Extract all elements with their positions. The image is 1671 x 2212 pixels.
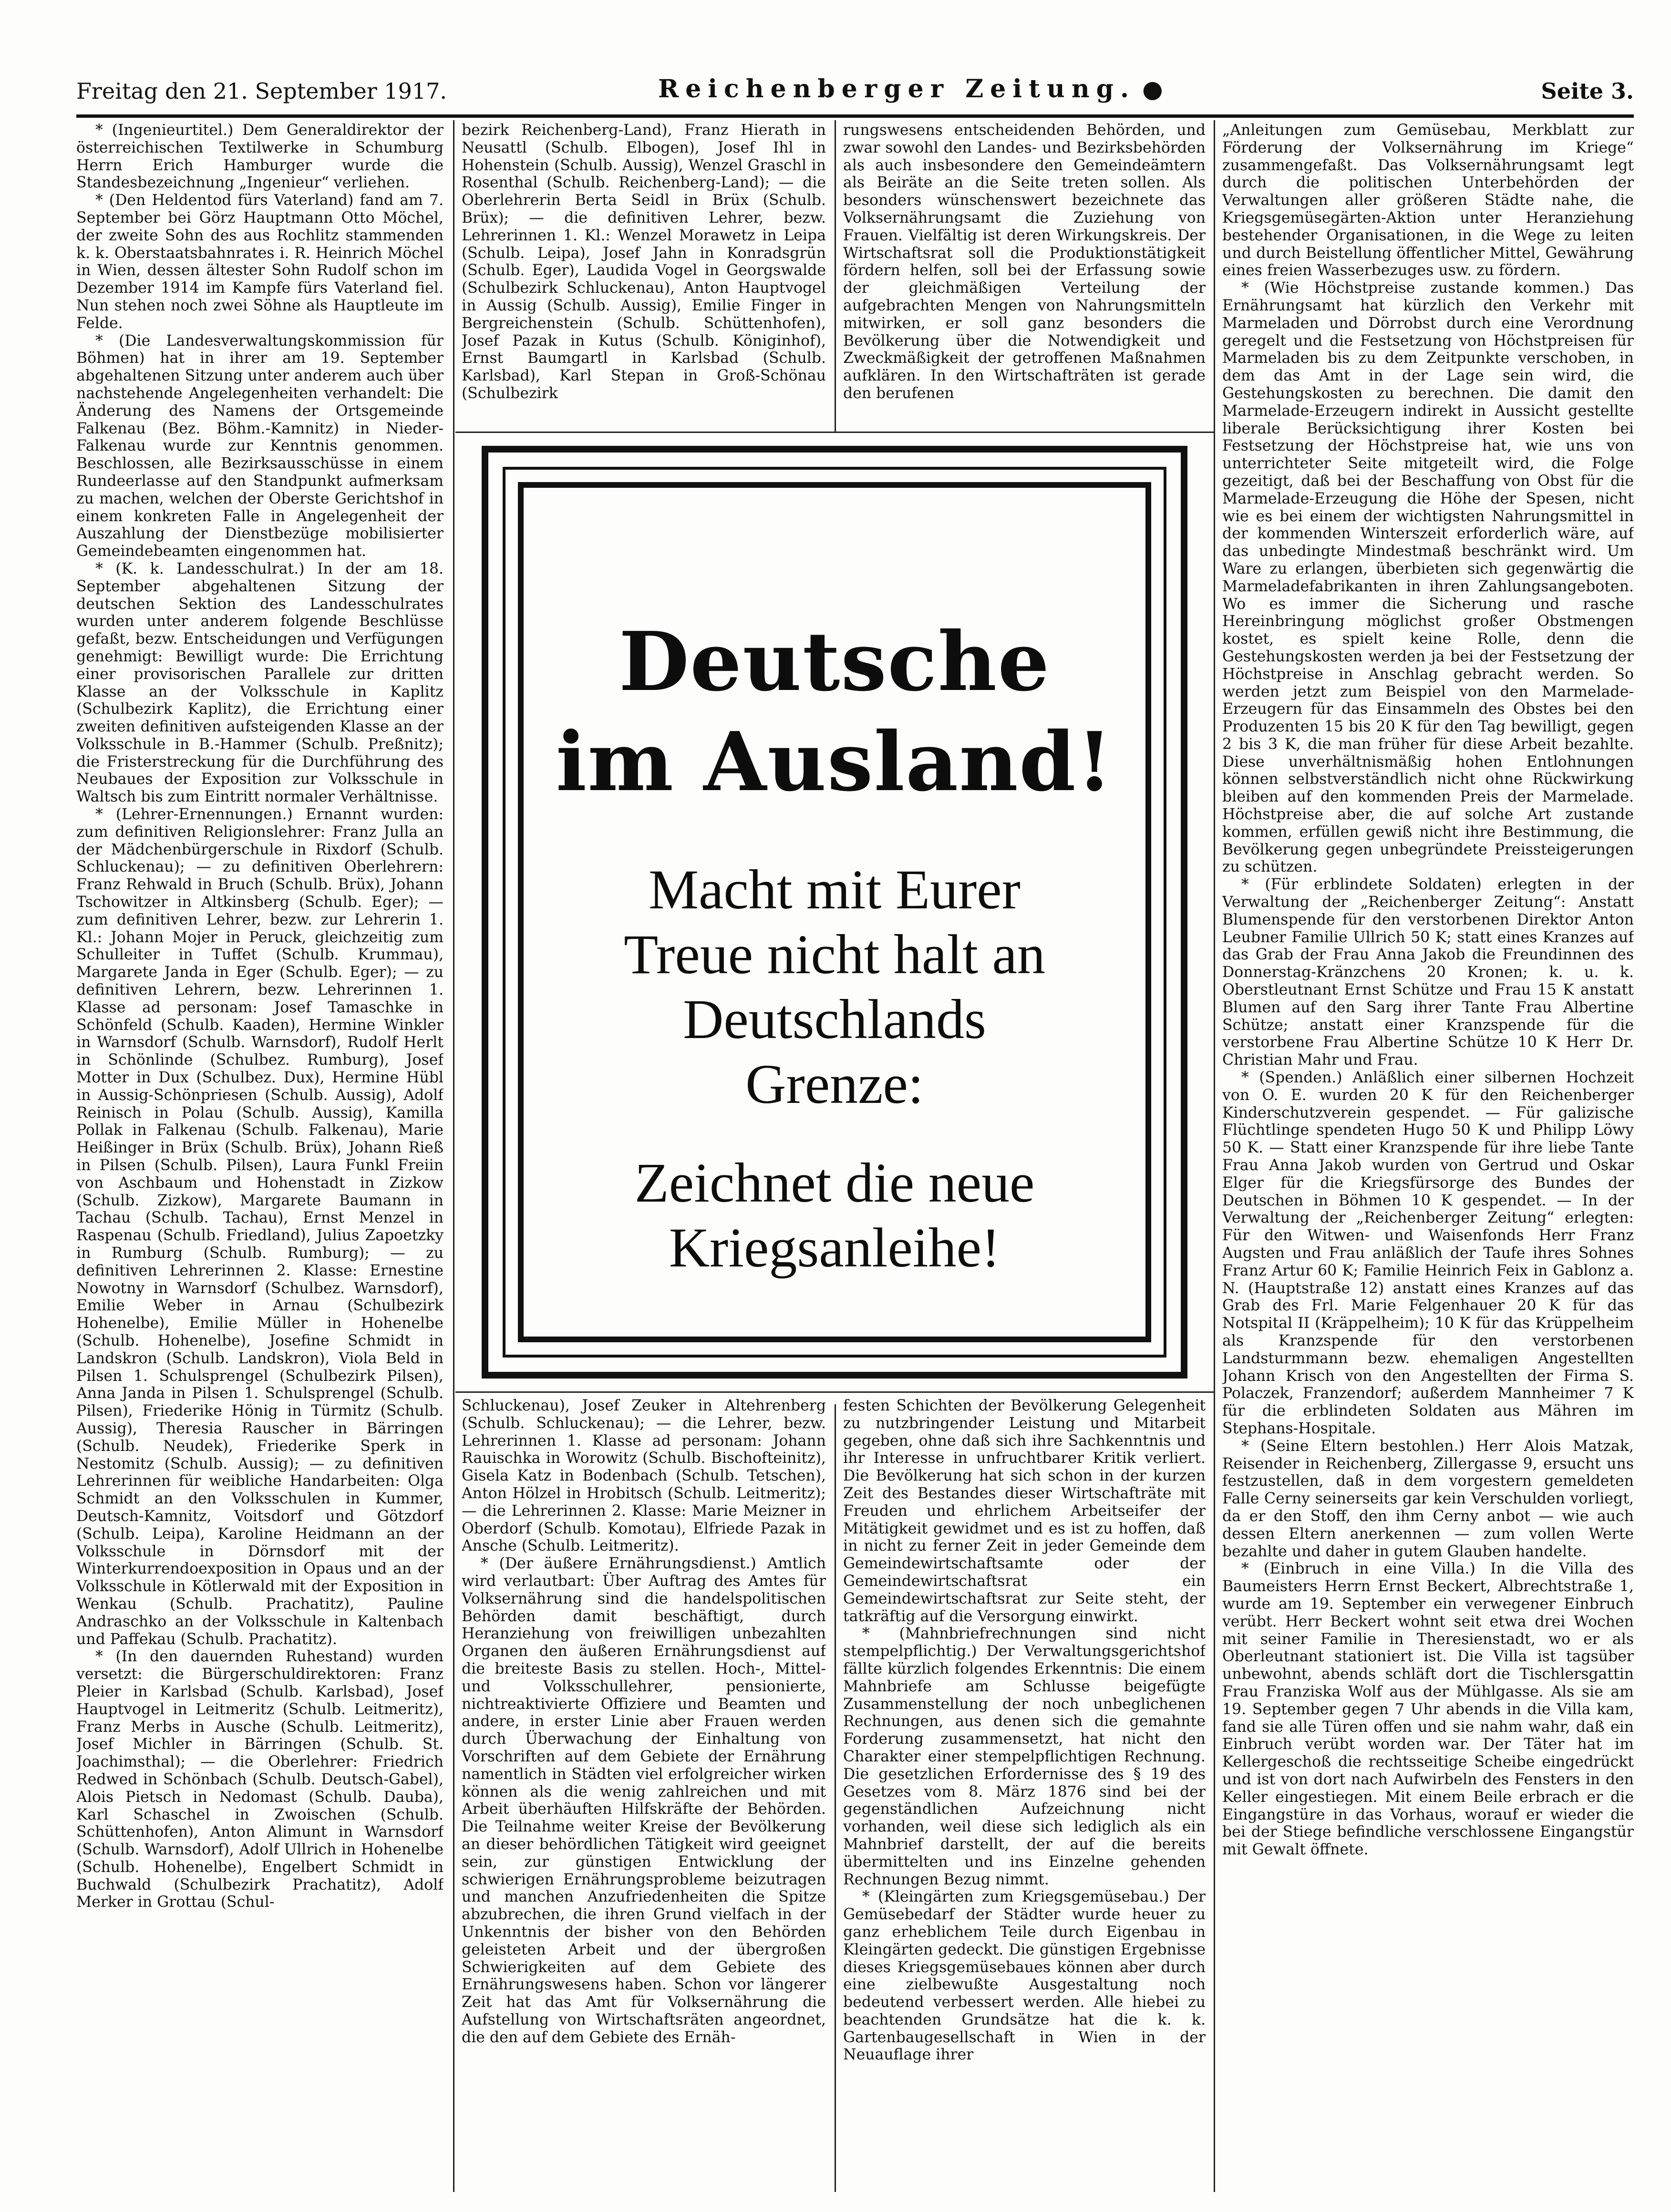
column-separator <box>1214 120 1215 2192</box>
ad-body-line: Kriegsanleihe! <box>669 1216 1001 1279</box>
ad-top-rule <box>455 432 1214 433</box>
ad-headline <box>524 612 1145 812</box>
ad-body-line: Deutschlands <box>683 988 986 1050</box>
column-3-top <box>843 122 1206 427</box>
ad-call-to-action <box>524 1151 1145 1280</box>
ad-body-line: Treue nicht halt an <box>624 923 1045 986</box>
header-ornament-icon: ● <box>1142 75 1163 103</box>
article-heroic-death: * (Den Heldentod fürs Vaterland) fand am 7. September bei Görz Hauptmann Otto Möchel, der zweite Sohn des aus Rochlitz stammenden k. k. Oberstaatsbahnrates i. R. Heinrich Möchel in Wien, dessen ältester Sohn Rudolf schon im Dezember 1914 im Kampfe fürs Vaterland fiel. Nun stehen noch zwei Söhne als Hauptleute im Felde. <box>76 192 444 332</box>
column-separator <box>835 120 836 432</box>
war-loan-advertisement <box>482 446 1187 1379</box>
article-allotments: * (Kleingärten zum Kriegsgemüsebau.) Der Gemüsebedarf der Städter wurde heuer zu ganz erheblichem Teile durch Eigenbau in Kleingärten gedeckt. Die günstigen Ergebnisse dieses Kriegsgemüsebaues können aber durch eine zielbewußte Ausgestaltung noch bedeutend verbessert werden. Alle hiebei zu beachtenden Grundsätze hat die k. k. Gartenbaugesellschaft in Wien in der Neuauflage ihrer <box>843 1888 1206 2064</box>
header-date: Freitag den 21. September 1917. <box>76 78 447 104</box>
ad-body-line: Zeichnet die neue <box>634 1152 1035 1214</box>
column-1 <box>76 122 444 2191</box>
ad-body-line: Macht mit Eurer <box>649 858 1021 921</box>
ad-headline-line: im Ausland! <box>556 714 1114 810</box>
ad-frame <box>503 467 1166 1358</box>
ad-inner-frame <box>518 482 1151 1342</box>
article-continuation: bezirk Reichenberg-Land), Franz Hierath in Neusattl (Schulb. Elbogen), Josef Ihl in Hohenstein (Schulb. Aussig), Wenzel Graschl in Rosenthal (Schulb. Reichenberg-Land); — die Oberlehrerin Berta Seidl in Brüx (Schulb. Brüx); — die definitiven Lehrer, bezw. Lehrerinnen 1. Kl.: Wenzel Morawetz in Leipa (Schulb. Leipa), Josef Jahn in Konradsgrün (Schulb. Eger), Laudida Vogel in Georgswalde (Schulbezirk Schluckenau), Anton Hauptvogel in Aussig (Schulb. Aussig), Emilie Finger in Bergreichenstein (Schulb. Schüttenhofen), Josef Pazak in Kutus (Schulb. Königinhof), Ernst Baumgartl in Karlsbad (Schulb. Karlsbad), Karl Stepan in Groß-Schönau (Schulbezirk <box>462 122 826 402</box>
article-donations: * (Spenden.) Anläßlich einer silbernen Hochzeit von O. E. wurden 20 K für den Reichenberger Kinderschutzverein gespendet. — Für galizische Flüchtlinge spendeten Hugo 50 K und Philipp Löwy 50 K. — Statt einer Kranzspende für ihre liebe Tante Frau Anna Jakob wurden von Gertrud und Oskar Elger für die Kriegsfürsorge des Bundes der Deutschen in Böhmen 10 K gespendet. — In der Verwaltung der „Reichenberger Zeitung“ erlegten: Für den Witwen- und Waisenfonds Herr Franz Augsten und Frau anläßlich der Taufe ihres Sohnes Franz Artur 60 K; Familie Heinrich Feix in Gablonz a. N. (Hauptstraße 12) anstatt eines Kranzes auf das Grab des Frl. Marie Felgenhauer 20 K für das Notspital II (Kräppelheim); 10 K für das Krüppelheim als Kranzspende für den verstorbenen Landsturmmann bezw. ehemaligen Angestellten Johann Krisch von den Angestellten der Firma S. Polaczek, Franzendorf; außerdem Mannheimer 7 K für die erblindeten Soldaten aus Mähren im Stephans-Hospitale. <box>1222 1069 1634 1437</box>
page-number: Seite 3. <box>1541 78 1634 104</box>
column-separator <box>453 120 454 2192</box>
article-school-council: * (K. k. Landesschulrat.) In der am 18. September abgehaltenen Sitzung der deutschen Sektion des Landesschulrates wurden unter anderem folgende Beschlüsse gefaßt, bezw. Entscheidungen und Verfügungen genehmigt: Bewilligt wurde: Die Errichtung einer provisorischen Parallele zur dritten Klasse an der Volksschule in Kaplitz (Schulbezirk Kaplitz), die Errichtung einer zweiten definitiven aufsteigenden Klasse an der Volksschule in B.-Hammer (Schulb. Preßnitz); die Fristerstreckung für die Durchführung des Neubaues der Exposition zur Volksschule in Waltsch bis zum Eintritt normaler Verhältnisse. <box>76 560 444 806</box>
article-continuation: Schluckenau), Josef Zeuker in Altehrenberg (Schulb. Schluckenau); — die Lehrer, bezw. Lehrerinnen 1. Klasse ad personam: Johann Rauischka in Worowitz (Schulb. Bischofteinitz), Gisela Katz in Bodenbach (Schulb. Tetschen), Anton Hölzel in Hrobitsch (Schulb. Leitmeritz); — die Lehrerinnen 2. Klasse: Marie Meizner in Oberdorf (Schulb. Komotau), Elfriede Pazak in Ansche (Schulb. Leitmeritz). <box>462 1397 826 1555</box>
header-rule <box>76 114 1634 118</box>
article-maximum-prices: * (Wie Höchstpreise zustande kommen.) Das Ernährungsamt hat kürzlich den Verkehr mit Marmeladen und Dörrobst durch eine Verordnung geregelt und die Festsetzung von Höchstpreisen für Marmeladen bis zu dem Zeitpunkte verschoben, in dem das Amt in der Lage sein wird, die Gestehungskosten zu berechnen. Die damit den Marmelade-Erzeugern indirekt in Aussicht gestellte liberale Berücksichtigung ihrer Kosten bei Festsetzung der Höchstpreise hat, wie uns von unterrichteter Seite mitgeteilt wird, die Folge gezeitigt, daß bei der Beschaffung von Obst für die Marmelade-Erzeugung die Höhe der Spesen, nicht wie es bei einem der wichtigsten Nahrungsmittel in der kommenden Winterszeit erforderlich wäre, auf das unbedingte Mindestmaß beschränkt wird. Um Ware zu erlangen, überbieten sich gegenwärtig die Marmeladefabrikanten in ihren Zahlungsangeboten. Wo es immer die Sicherung und rasche Hereinbringung möglichst großer Obstmengen kostet, es spielt keine Rolle, denn die Gestehungskosten werden ja bei der Festsetzung der Höchstpreise in Anschlag gebracht werden. So werden jetzt zum Beispiel von den Marmelade-Erzeugern für das Einsammeln des Obstes bei den Produzenten 15 bis 20 K für den Tag bewilligt, gegen 2 bis 3 K, die man früher für diese Arbeit bezahlte. Diese unverhältnismäßig hohen Entlohnungen können selbstverständlich nicht ohne Rückwirkung bleiben auf den kommenden Preis der Marmelade. Höchstpreise aber, die auf solche Art zustande kommen, erfüllen gewiß nicht ihre Bestimmung, die Bevölkerung gegen unbegründete Preissteigerungen zu schützen. <box>1222 279 1634 876</box>
article-engineer-title: * (Ingenieurtitel.) Dem Generaldirektor der österreichischen Textilwerke in Schumburg Herrn Erich Hamburger wurde die Standesbezeichnung „Ingenieur“ verliehen. <box>76 122 444 192</box>
article-blind-soldiers: * (Für erblindete Soldaten) erlegten in der Verwaltung der „Reichenberger Zeitung“: Anstatt Blumenspende für den verstorbenen Direktor Anton Leubner Familie Ullrich 50 K; statt eines Kranzes auf das Grab der Frau Anna Jakob die Freundinnen des Donnerstag-Kränzchens 20 Kronen; k. u. k. Oberstleutnant Ernst Schütze und Frau 15 K anstatt Blumen auf den Sarg ihrer Tante Frau Albertine Schütze; anstatt einer Kranzspende für die verstorbene Frau Albertine Schütze 10 K Herr Dr. Christian Mahr und Frau. <box>1222 876 1634 1069</box>
column-separator <box>835 1404 836 2192</box>
ad-headline-line: Deutsche <box>619 614 1051 710</box>
column-2-top <box>462 122 826 427</box>
ad-body-text <box>524 857 1145 1117</box>
article-retirement: * (In den dauernden Ruhestand) wurden versetzt: die Bürgerschuldirektoren: Franz Pleier in Karlsbad (Schulb. Karlsbad), Josef Hauptvogel in Leitmeritz (Schulb. Leitmeritz), Franz Merbs in Ausche (Schulb. Leitmeritz), Josef Michler in Bärringen (Schulb. St. Joachimsthal); — die Oberlehrer: Friedrich Redwed in Schönbach (Schulb. Deutsch-Gabel), Alois Pietsch in Nedomast (Schulb. Dauba), Karl Schaschel in Zwoischen (Schulb. Schüttenhofen), Anton Alimunt in Warnsdorf (Schulb. Warnsdorf), Adolf Ullrich in Hohenelbe (Schulb. Hohenelbe), Engelbert Schmidt in Buchwald (Schulbezirk Prachatitz), Adolf Merker in Grottau (Schul- <box>76 1648 444 1911</box>
article-villa-burglary: * (Einbruch in eine Villa.) In die Villa des Baumeisters Herrn Ernst Beckert, Albrechtstraße 1, wurde am 19. September ein verwegener Einbruch verübt. Herr Beckert wohnt seit etwa drei Wochen mit seiner Familie in Theresienstadt, wo er als Oberleutnant stationiert ist. Die Villa ist tagsüber unbewohnt, abends schläft dort die Tischlersgattin Frau Franziska Wolf aus der Mühlgasse. Als sie am 19. September gegen 7 Uhr abends in die Villa kam, fand sie alle Türen offen und sie nahm wahr, daß ein Einbruch verübt worden war. Der Täter hat im Kellergeschoß die rechtsseitige Scheibe eingedrückt und ist von dort nach Aufwirbeln des Fensters in den Keller eingestiegen. Mit einem Beile erbrach er die Eingangstüre in das Vorhaus, worauf er wieder die bei der Stiege befindliche verschlossene Eingangstür mit Gewalt öffnete. <box>1222 1560 1634 1859</box>
column-2-bottom <box>462 1397 826 2191</box>
ad-bottom-rule <box>455 1391 1214 1393</box>
article-continuation: festen Schichten der Bevölkerung Gelegenheit zu nutzbringender Leistung und Mitarbeit gegeben, ohne daß sich ihre Sachkenntnis und ihr Interesse in unfruchtbarer Kritik verliert. Die Bevölkerung hat sich schon in der kurzen Zeit des Bestandes dieser Wirtschafträte mit Freuden und ehrlichem Arbeitseifer der Mitätigkeit gewidmet und es ist zu hoffen, daß in nicht zu ferner Zeit in jeder Gemeinde dem Gemeindewirtschaftsamte oder der Gemeindewirtschaftsrat ein Gemeindewirtschaftsrat zur Seite steht, der tatkräftig auf die Versorgung einwirkt. <box>843 1397 1206 1625</box>
column-4 <box>1222 122 1634 2191</box>
page-header <box>76 72 1634 114</box>
column-3-bottom <box>843 1397 1206 2191</box>
newspaper-title: Reichenberger Zeitung. <box>658 74 1136 103</box>
article-land-commission: * (Die Landesverwaltungskommission für Böhmen) hat in ihrer am 19. September abgehaltenen Sitzung unter anderem auch über nachstehende Angelegenheiten verhandelt: Die Änderung des Namens der Ortsgemeinde Falkenau (Bez. Böhm.-Kamnitz) in Nieder-Falkenau wurde zur Kenntnis genommen. Beschlossen, alle Bezirksausschüsse in einem Rundeerlasse auf den Standpunkt aufmerksam zu machen, welchen der Oberste Gerichtshof in einem konkreten Falle in Angelegenheit der Auszahlung der Dienstbezüge mobilisierter Gemeindebeamten eingenommen hat. <box>76 332 444 560</box>
article-reminder-invoices: * (Mahnbriefrechnungen sind nicht stempelpflichtig.) Der Verwaltungsgerichtshof fällte kürzlich folgendes Erkenntnis: Die einem Mahnbriefe am Schlusse beigefügte Zusammenstellung der noch unbeglichenen Rechnungen, aus denen sich die gemahnte Forderung zusammensetzt, hat nicht den Charakter einer stempelpflichtigen Rechnung. Die gesetzlichen Erfordernisse des § 19 des Gesetzes vom 8. März 1876 sind bei der gegenständlichen Aufzeichnung nicht vorhanden, weil diese sich lediglich als ein Mahnbrief darstellt, der auf die bereits übermittelten und ins Einzelne gehenden Rechnungen Bezug nimmt. <box>843 1625 1206 1888</box>
article-teacher-appointments: * (Lehrer-Ernennungen.) Ernannt wurden: zum definitiven Religionslehrer: Franz Julla an der Mädchenbürgerschule in Rixdorf (Schulb. Schluckenau); — zu definitiven Oberlehrern: Franz Rehwald in Bruch (Schulb. Brüx), Johann Tschowitzer in Altkinsberg (Schulb. Eger); — zum definitiven Lehrer, bezw. zur Lehrerin 1. Kl.: Johann Mojer in Peruck, gleichzeitig zum Schulleiter in Tuffet (Schulb. Krummau), Margarete Janda in Eger (Schulb. Eger); — zu definitiven Lehrern, bezw. Lehrerinnen 1. Klasse ad personam: Josef Tamaschke in Schönfeld (Schulb. Kaaden), Hermine Winkler in Warnsdorf (Schulb. Warnsdorf), Rudolf Herlt in Schönlinde (Schulbez. Rumburg), Josef Motter in Dux (Schulbez. Dux), Hermine Hübl in Aussig-Schönpriesen (Schulb. Aussig), Adolf Reinisch in Polau (Schulb. Aussig), Kamilla Pollak in Falkenau (Schulb. Falkenau), Marie Heißinger in Brüx (Schulb. Brüx), Johann Rieß in Pilsen (Schulb. Pilsen), Laura Funkl Freiin von Aschbaum und Hohenstadt in Zizkow (Schulb. Zizkow), Margarete Baumann in Tachau (Schulb. Tachau), Ernst Menzel in Raspenau (Schulb. Friedland), Julius Zapoetzky in Rumburg (Schulb. Rumburg); — zu definitiven Lehrerinnen 2. Klasse: Ernestine Nowotny in Warnsdorf (Schulbez. Warnsdorf), Emilie Weber in Arnau (Schulbezirk Hohenelbe), Emilie Müller in Hohenelbe (Schulb. Hohenelbe), Josefine Schmidt in Landskron (Schulb. Landskron), Viola Beld in Pilsen 1. Schulsprengel (Schulbezirk Pilsen), Anna Janda in Pilsen 1. Schulsprengel (Schulb. Pilsen), Friederike Hönig in Türmitz (Schulb. Aussig), Theresia Rauscher in Bärringen (Schulb. Neudek), Friederike Sperk in Nestomitz (Schulb. Aussig); — zu definitiven Lehrerinnen für weibliche Handarbeiten: Olga Schmidt an den Volksschulen in Kummer, Deutsch-Kamnitz, Voitsdorf und Götzdorf (Schulb. Leipa), Karoline Heidmann an der Volksschule in Dörnsdorf mit der Winterkurrendoexposition in Opaus und an der Volksschule in Kötlerwald mit der Exposition in Wenkau (Schulb. Prachatitz), Pauline Andraschko an der Volksschule in Kaltenbach und Paffekau (Schulb. Prachatitz). <box>76 806 444 1648</box>
article-continuation: „Anleitungen zum Gemüsebau, Merkblatt zur Förderung der Volksernährung im Kriege“ zusammengefaßt. Das Volksernährungsamt legt durch die politischen Unterbehörden der Verwaltungen aller größeren Städte nahe, die Kriegsgemüsegärten-Aktion unter Heranziehung bestehender Organisationen, in die Wege zu leiten und durch Beistellung öffentlicher Mittel, Gewährung eines freien Wasserbezuges usw. zu fördern. <box>1222 122 1634 279</box>
ad-body-line: Grenze: <box>745 1053 924 1115</box>
article-parents-robbed: * (Seine Eltern bestohlen.) Herr Alois Matzak, Reisender in Reichenberg, Zillergasse 9, ersucht uns festzustellen, daß in dem vorgestern gemeldeten Falle Cerny seinerseits gar kein Verschulden vorliegt, da er den Stoff, den ihm Cerny anbot — wie auch dessen Eltern anerkennen — zum vollen Werte bezahlte und daher in gutem Glauben handelte. <box>1222 1437 1634 1560</box>
article-food-service: * (Der äußere Ernährungsdienst.) Amtlich wird verlautbart: Über Auftrag des Amtes für Volksernährung sind die handelspolitischen Behörden damit beschäftigt, durch Heranziehung von freiwilligen unbezahlten Organen den äußeren Ernährungsdienst auf die breiteste Basis zu stellen. Hoch-, Mittel- und Volksschullehrer, pensionierte, nichtreaktivierte Offiziere und Beamten und andere, in erster Linie aber Frauen werden durch Überwachung der Einhaltung von Vorschriften auf dem Gebiete der Ernährung namentlich in Städten viel erfolgreicher wirken können als die wenig zahlreichen und mit Arbeit überhäuften Hilfskräfte der Behörden. Die Teilnahme weiter Kreise der Bevölkerung an dieser behördlichen Tätigkeit wird geeignet sein, zur günstigen Entwicklung der schwierigen Ernährungsprobleme beizutragen und manchen Anzufriedenheiten die Spitze abzubrechen, die ihren Grund vielfach in der Unkenntnis der bisher von den Behörden geleisteten Arbeit und der übergroßen Schwierigkeiten auf dem Gebiete des Ernährungswesens haben. Schon vor längerer Zeit hat das Amt für Volksernährung die Aufstellung von Wirtschaftsräten angeordnet, die den auf dem Gebiete des Ernäh- <box>462 1555 826 2046</box>
article-continuation: rungswesens entscheidenden Behörden, und zwar sowohl den Landes- und Bezirksbehörden als auch insbesondere den Gemeindeämtern als Beiräte an die Seite treten sollen. Als besonders wünschenswert bezeichnete das Volksernährungsamt die Zuziehung von Frauen. Vielfältig ist deren Wirkungskreis. Der Wirtschaftsrat soll die Produktionstätigkeit fördern helfen, soll bei der Erfassung sowie der gleichmäßigen Verteilung der aufgebrachten Mengen von Nahrungsmitteln mitwirken, er soll ganz besonders die Bevölkerung über die Notwendigkeit und Zweckmäßigkeit der getroffenen Maßnahmen aufklären. In den Wirtschafträten ist gerade den berufenen <box>843 122 1206 402</box>
